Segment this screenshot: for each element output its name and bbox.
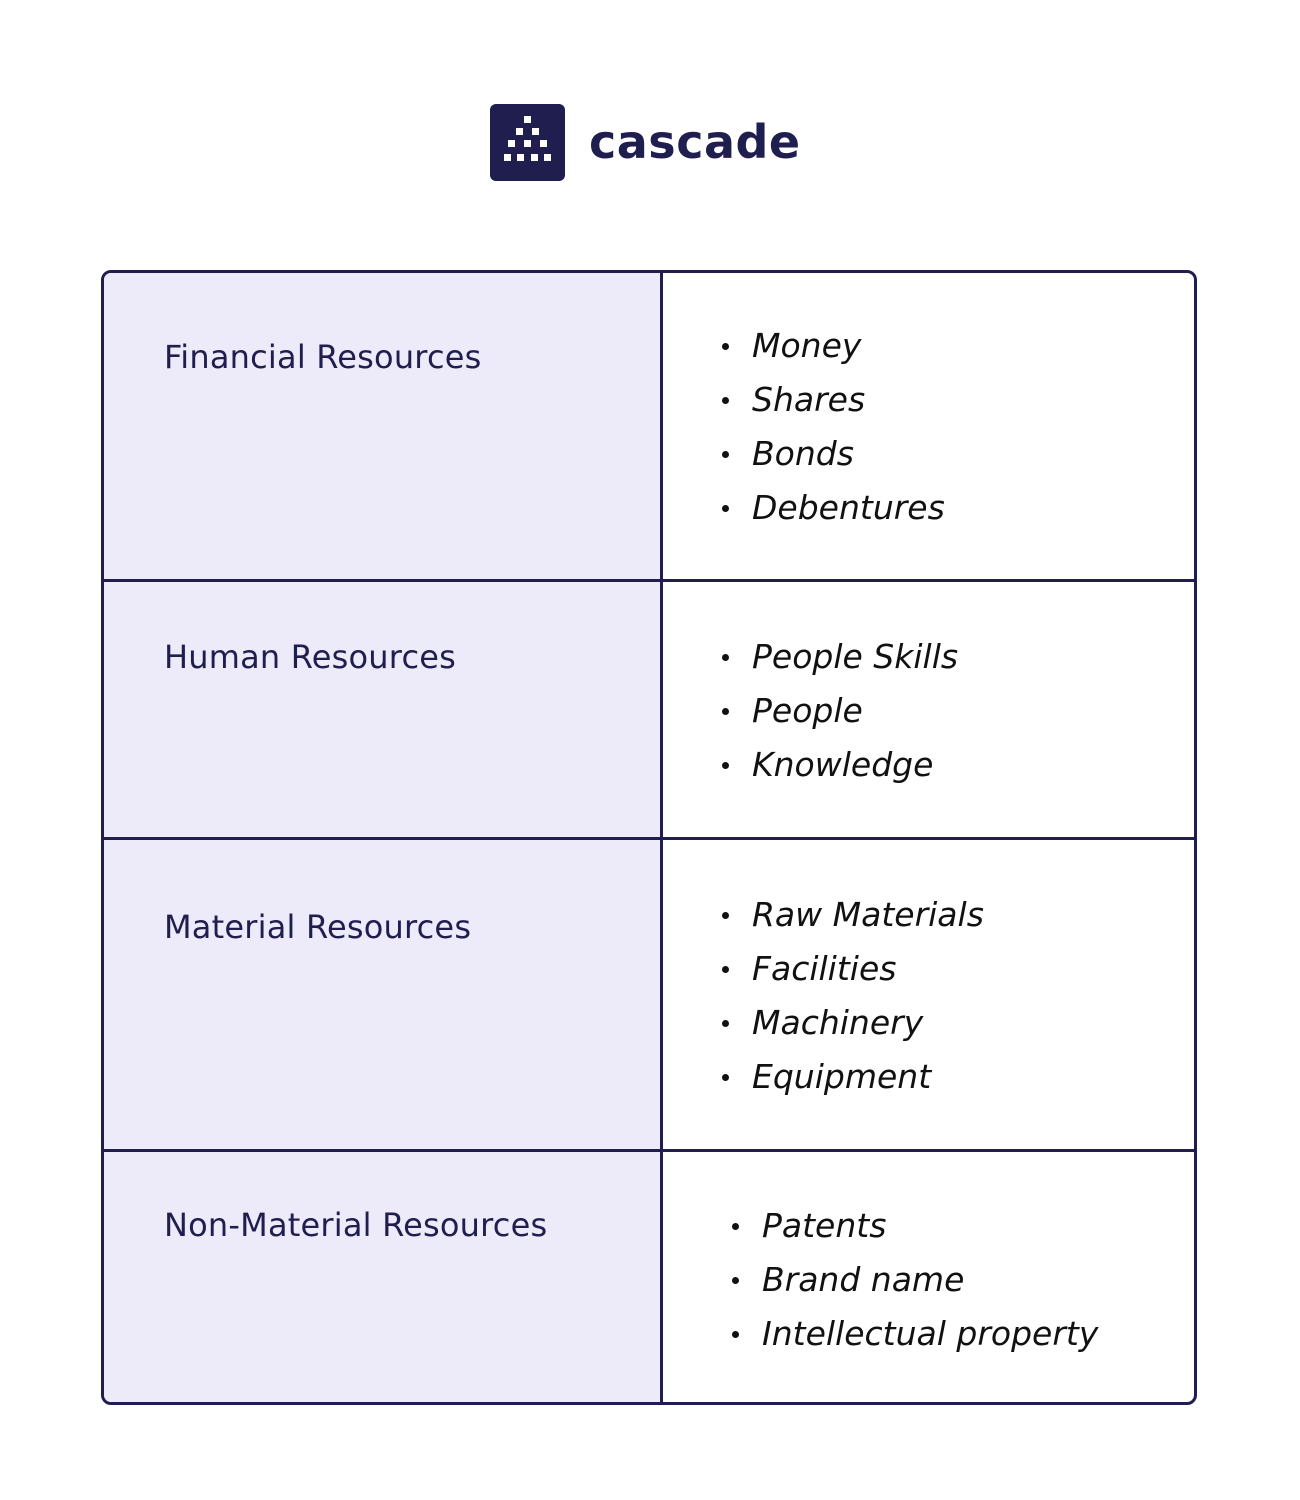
list-item: Shares bbox=[663, 373, 1194, 427]
category-cell bbox=[104, 838, 662, 1150]
logo-pixel bbox=[508, 140, 515, 147]
brand-name: cascade bbox=[589, 115, 801, 169]
cascade-logo-icon bbox=[490, 104, 565, 181]
list-item: Equipment bbox=[663, 1050, 1194, 1104]
logo-pixel bbox=[531, 154, 538, 161]
table-row bbox=[104, 273, 1194, 580]
list-item: Patents bbox=[663, 1199, 1194, 1253]
logo-pixel bbox=[524, 116, 531, 123]
category-label: Financial Resources bbox=[164, 338, 482, 376]
items-cell bbox=[662, 838, 1195, 1150]
items-list bbox=[663, 840, 1194, 1104]
items-cell bbox=[662, 273, 1195, 580]
list-item: Money bbox=[663, 319, 1194, 373]
items-cell bbox=[662, 580, 1195, 838]
category-label: Material Resources bbox=[164, 907, 472, 946]
items-list bbox=[663, 582, 1194, 792]
logo-pixel bbox=[540, 140, 547, 147]
list-item: Brand name bbox=[663, 1253, 1194, 1307]
list-item: Debentures bbox=[663, 481, 1194, 535]
category-cell bbox=[104, 580, 662, 838]
logo-pixel bbox=[516, 128, 523, 135]
list-item: Raw Materials bbox=[663, 888, 1194, 942]
list-item: Machinery bbox=[663, 996, 1194, 1050]
list-item: People Skills bbox=[663, 630, 1194, 684]
list-item: Facilities bbox=[663, 942, 1194, 996]
list-item: Bonds bbox=[663, 427, 1194, 481]
category-cell bbox=[104, 1150, 662, 1402]
category-label: Human Resources bbox=[164, 637, 456, 676]
items-list bbox=[663, 273, 1194, 535]
category-cell bbox=[104, 273, 662, 580]
list-item: Knowledge bbox=[663, 738, 1194, 792]
brand-header bbox=[490, 104, 801, 181]
resources-table bbox=[101, 270, 1197, 1405]
list-item: People bbox=[663, 684, 1194, 738]
table-row bbox=[104, 580, 1194, 838]
list-item: Intellectual property bbox=[663, 1307, 1194, 1361]
table-row bbox=[104, 1150, 1194, 1402]
logo-pixel bbox=[504, 154, 511, 161]
logo-pixel bbox=[544, 154, 551, 161]
logo-pixel bbox=[517, 154, 524, 161]
items-cell bbox=[662, 1150, 1195, 1402]
items-list bbox=[663, 1152, 1194, 1361]
logo-pixel bbox=[524, 140, 531, 147]
logo-pixel bbox=[532, 128, 539, 135]
category-label: Non-Material Resources bbox=[164, 1205, 548, 1244]
table-row bbox=[104, 838, 1194, 1150]
